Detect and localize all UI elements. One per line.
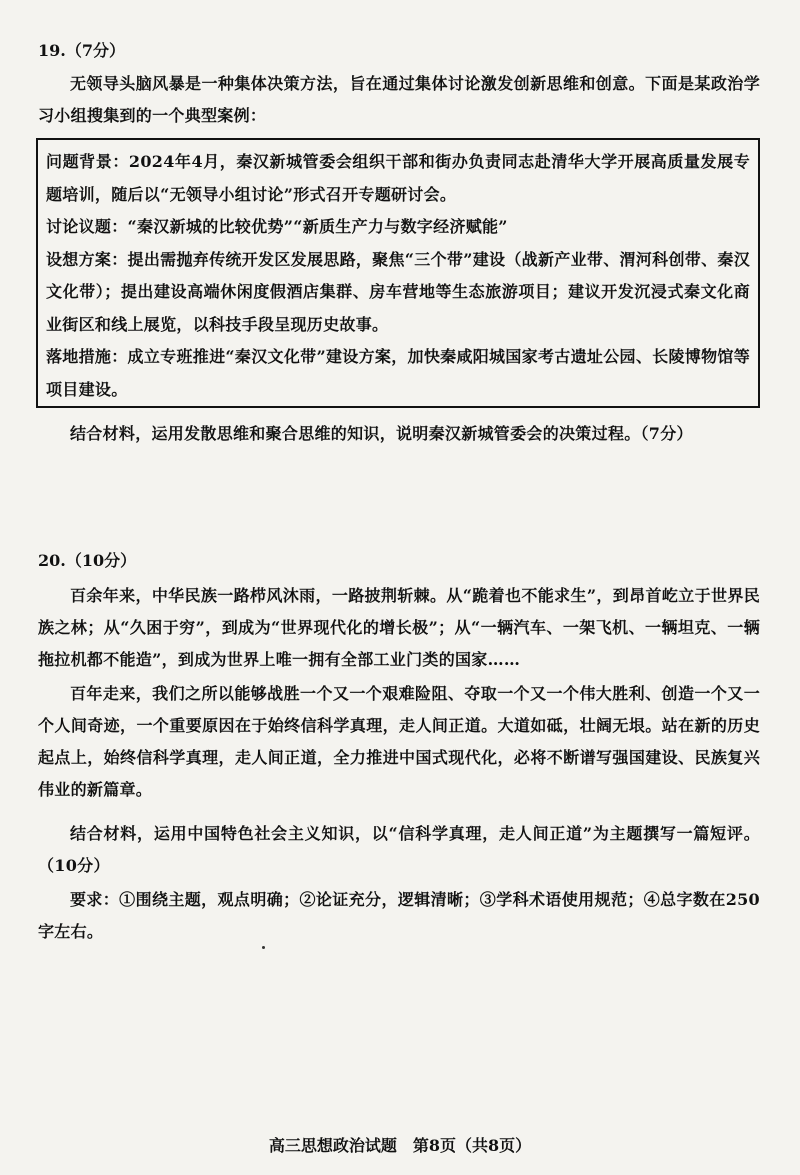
page-footer: 高三思想政治试题 第8页（共8页） [268,1136,532,1155]
question-19-header: 19.（7分） [38,41,125,60]
question-20-material-2: 百年走来，我们之所以能够战胜一个又一个艰难险阻、夺取一个又一个伟大胜利、创造一个又一个人间奇迹，一个重要原因在于始终信科学真理，走人间正道。大道如砥，壮阔无垠。站在新的历史起点上，始终信科学真理，走人间正道，全力推进中国式现代化，必将不断谱写强国建设、民族复兴伟业的新篇章。 [38,684,760,799]
question-19-prompt: 结合材料，运用发散思维和聚合思维的知识，说明秦汉新城管委会的决策过程。（7分） [70,424,693,443]
case-box [36,138,760,408]
case-plan: 设想方案：提出需抛弃传统开发区发展思路，聚焦“三个带”建设（战新产业带、渭河科创带、秦汉文化带）；提出建设高端休闲度假酒店集群、房车营地等生态旅游项目；建议开发沉浸式秦文化商业街区和线上展览，以科技手段呈现历史故事。 [46,249,750,334]
question-20-material-1: 百余年来，中华民族一路栉风沐雨，一路披荆斩棘。从“跪着也不能求生”，到昂首屹立于世界民族之林；从“久困于穷”，到成为“世界现代化的增长极”；从“一辆汽车、一架飞机、一辆坦克、一辆拖拉机都不能造”，到成为世界上唯一拥有全部工业门类的国家…… [38,586,760,669]
case-measures: 落地措施：成立专班推进“秦汉文化带”建设方案，加快秦咸阳城国家考古遗址公园、长陵博物馆等项目建设。 [46,347,750,399]
case-background: 问题背景：2024年4月，秦汉新城管委会组织干部和街办负责同志赴清华大学开展高质量发展专题培训，随后以“无领导小组讨论”形式召开专题研讨会。 [46,152,750,204]
question-20-requirements: 要求：①围绕主题，观点明确；②论证充分，逻辑清晰；③学科术语使用规范；④总字数在250字左右。 [38,890,760,941]
question-20-header: 20.（10分） [38,551,137,570]
question-19-intro: 无领导头脑风暴是一种集体决策方法，旨在通过集体讨论激发创新思维和创意。下面是某政治学习小组搜集到的一个典型案例： [38,74,760,125]
question-20-prompt: 结合材料，运用中国特色社会主义知识，以“信科学真理，走人间正道”为主题撰写一篇短评。（10分） [38,824,760,875]
print-dot [262,946,265,949]
case-topics: 讨论议题：“秦汉新城的比较优势”“新质生产力与数字经济赋能” [46,217,508,236]
